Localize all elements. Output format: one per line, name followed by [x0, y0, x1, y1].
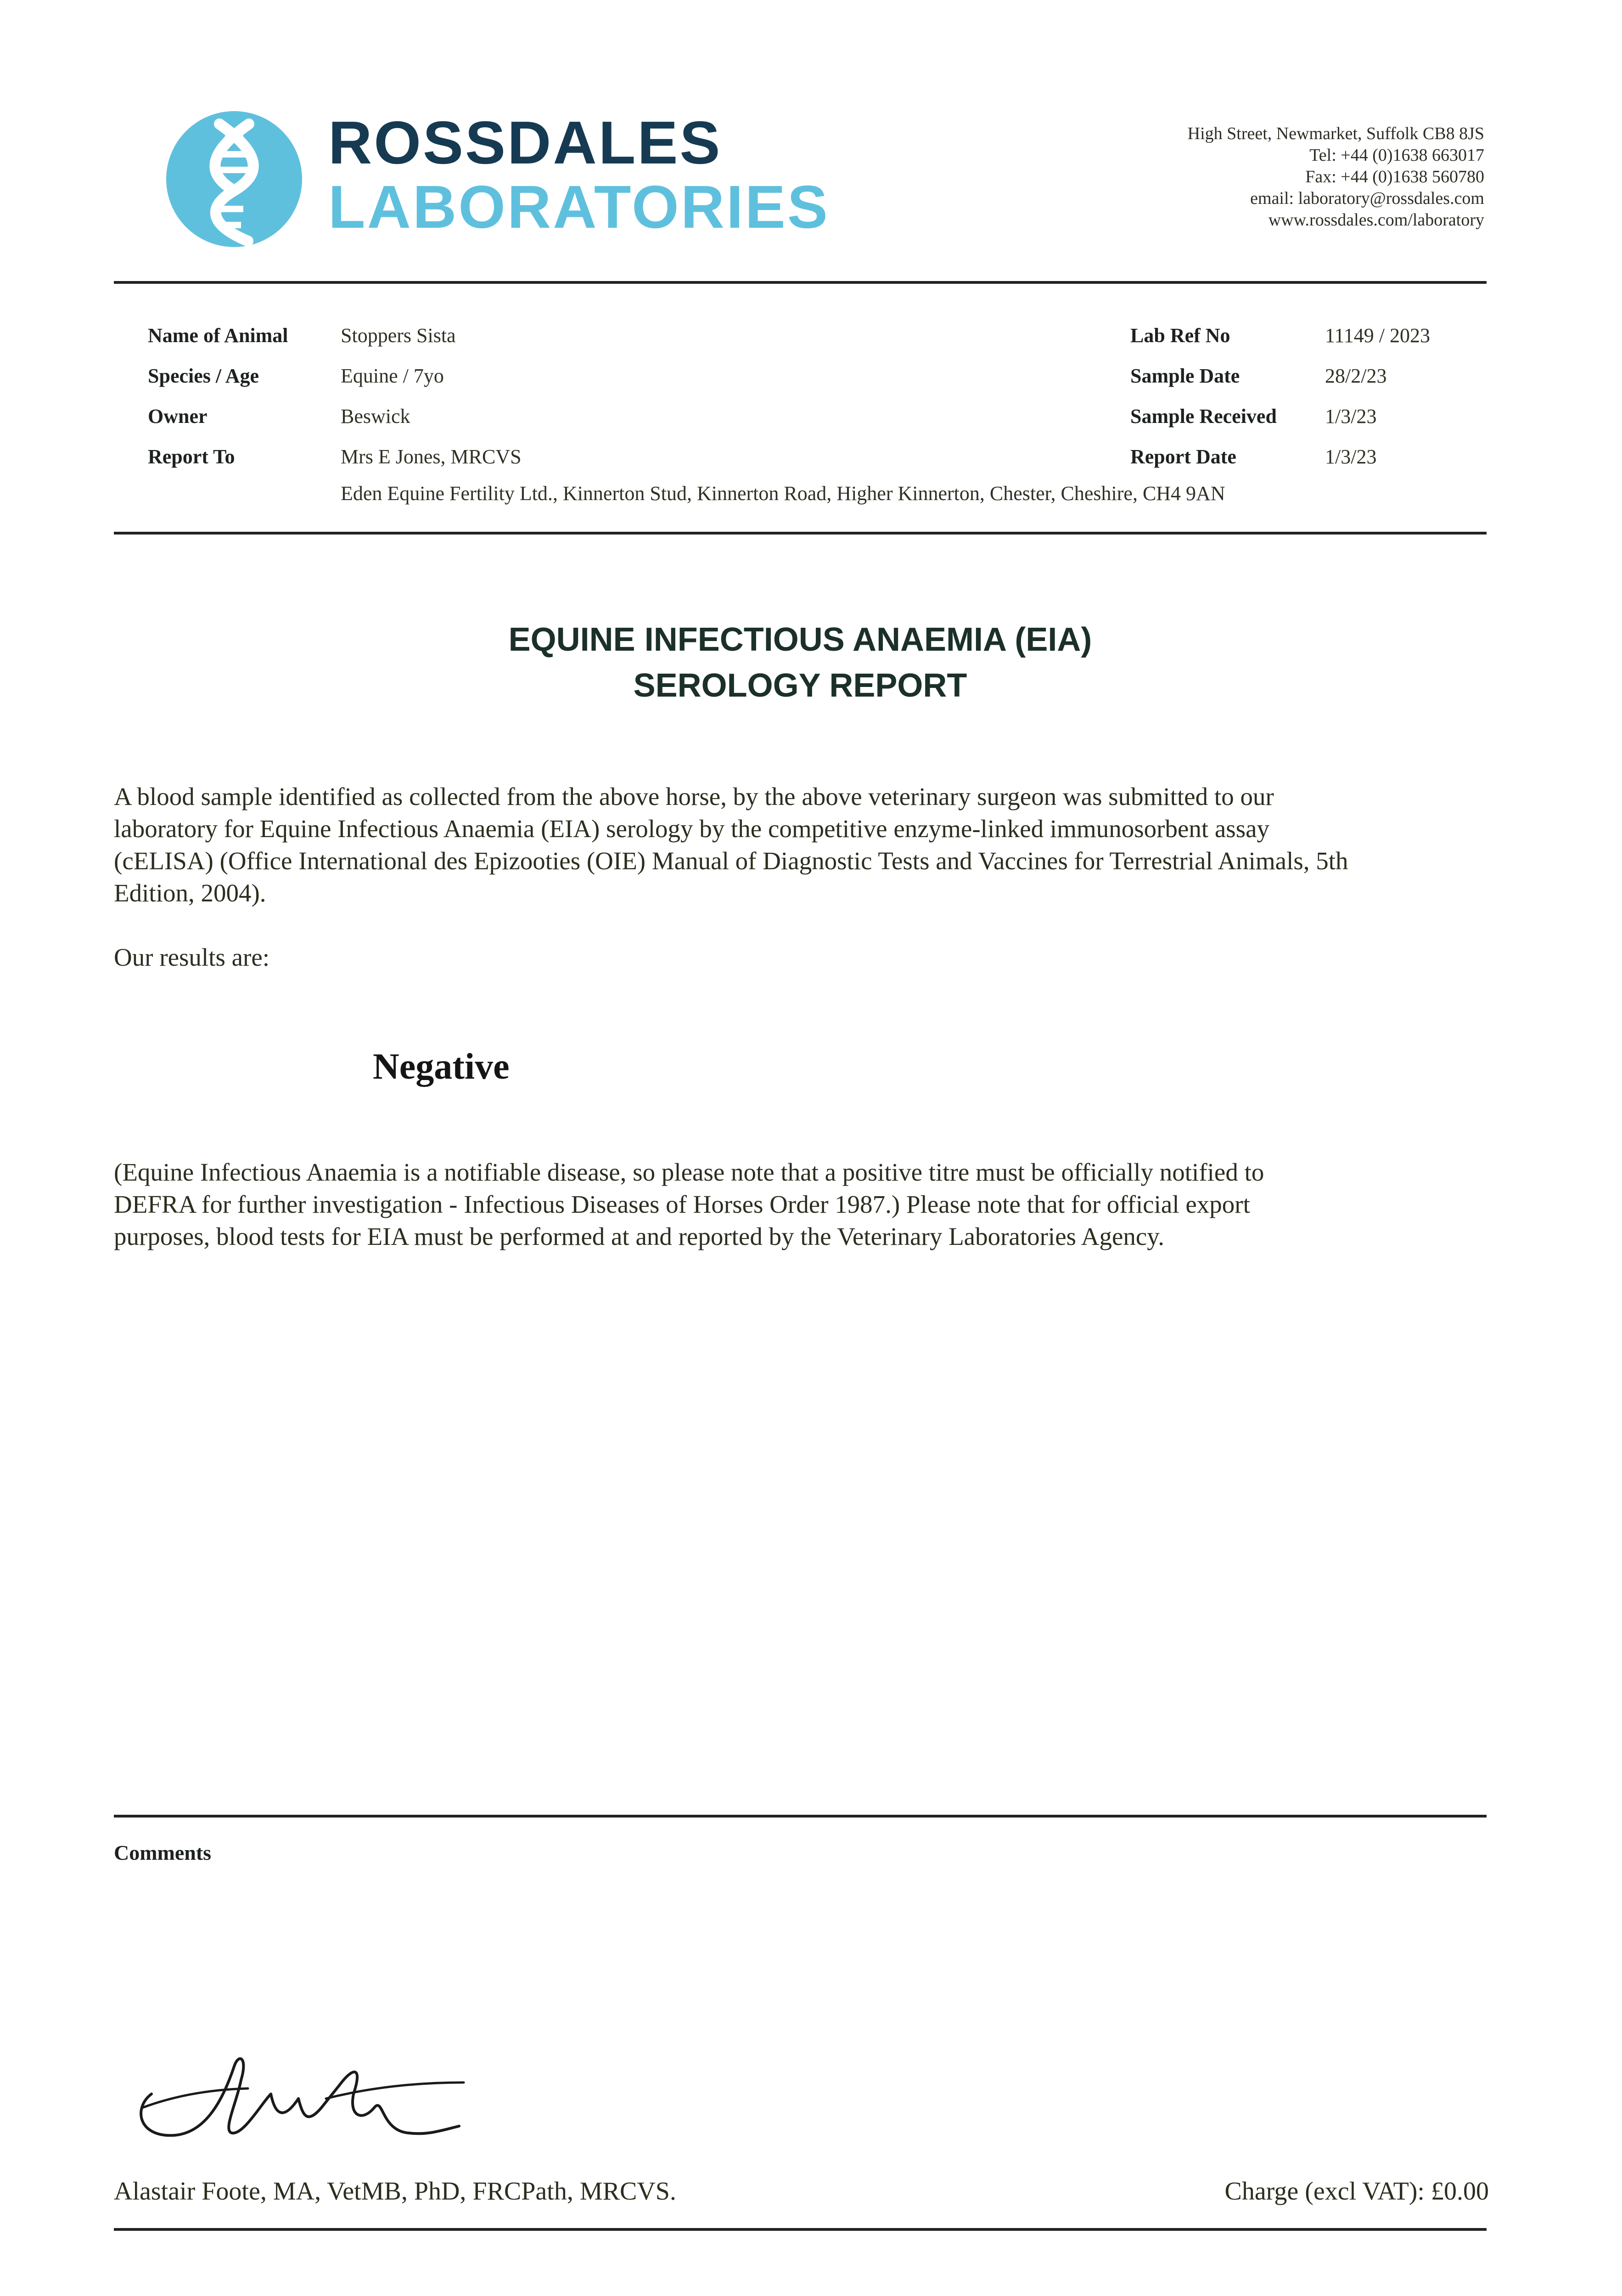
- intro-paragraph: [114, 781, 1491, 909]
- brand-name-line1: ROSSDALES: [328, 109, 722, 176]
- intro-line: Edition, 2004).: [114, 879, 266, 907]
- brand-name-line2: LABORATORIES: [328, 173, 830, 241]
- note-line: purposes, blood tests for EIA must be performed at and reported by the Veterinary Laboratories Agency.: [114, 1222, 1164, 1250]
- report-to-value: Mrs E Jones, MRCVS: [341, 445, 522, 468]
- species-age-label: Species / Age: [148, 365, 259, 387]
- sample-received-value: 1/3/23: [1325, 405, 1377, 428]
- contact-address: High Street, Newmarket, Suffolk CB8 8JS: [1187, 124, 1484, 143]
- sample-date-value: 28/2/23: [1325, 365, 1387, 387]
- note-paragraph: [114, 1156, 1491, 1253]
- header-divider: [114, 281, 1487, 284]
- results-intro: Our results are:: [114, 943, 270, 971]
- contact-fax: Fax: +44 (0)1638 560780: [1305, 167, 1484, 186]
- animal-name-label: Name of Animal: [148, 324, 288, 347]
- sample-received-label: Sample Received: [1130, 405, 1277, 428]
- footer-divider: [114, 2228, 1487, 2231]
- signature-image: [124, 2039, 473, 2158]
- report-title-line1: EQUINE INFECTIOUS ANAEMIA (EIA): [508, 621, 1092, 658]
- owner-label: Owner: [148, 405, 208, 428]
- report-date-label: Report Date: [1130, 445, 1236, 468]
- intro-line: laboratory for Equine Infectious Anaemia (EIA) serology by the competitive enzyme-linked immunosorbent assay: [114, 815, 1270, 843]
- dna-helix-icon: [165, 110, 303, 248]
- report-to-label: Report To: [148, 445, 235, 468]
- info-divider: [114, 532, 1487, 535]
- intro-line: (cELISA) (Office International des Epizooties (OIE) Manual of Diagnostic Tests and Vaccines for Terrestrial Animals, 5th: [114, 847, 1348, 875]
- animal-name-value: Stoppers Sista: [341, 324, 456, 347]
- sample-date-label: Sample Date: [1130, 365, 1240, 387]
- lab-ref-value: 11149 / 2023: [1325, 324, 1430, 347]
- test-result: Negative: [373, 1047, 510, 1087]
- owner-value: Beswick: [341, 405, 410, 428]
- comments-label: Comments: [114, 1841, 212, 1864]
- contact-block: [1188, 123, 1484, 231]
- contact-tel: Tel: +44 (0)1638 663017: [1309, 146, 1484, 165]
- species-age-value: Equine / 7yo: [341, 365, 444, 387]
- charge-text: Charge (excl VAT): £0.00: [1224, 2177, 1489, 2206]
- report-title-line2: SEROLOGY REPORT: [633, 667, 967, 704]
- contact-email: email: laboratory@rossdales.com: [1250, 189, 1484, 208]
- note-line: DEFRA for further investigation - Infectious Diseases of Horses Order 1987.) Please note that for official export: [114, 1190, 1250, 1218]
- comments-divider: [114, 1815, 1487, 1818]
- contact-web: www.rossdales.com/laboratory: [1268, 210, 1484, 230]
- intro-line: A blood sample identified as collected from the above horse, by the above veterinary surgeon was submitted to our: [114, 782, 1274, 810]
- signer-name: Alastair Foote, MA, VetMB, PhD, FRCPath, MRCVS.: [114, 2177, 676, 2206]
- note-line: (Equine Infectious Anaemia is a notifiable disease, so please note that a positive titre must be officially notified to: [114, 1158, 1264, 1186]
- report-date-value: 1/3/23: [1325, 445, 1377, 468]
- lab-ref-label: Lab Ref No: [1130, 324, 1230, 347]
- report-to-address: Eden Equine Fertility Ltd., Kinnerton Stud, Kinnerton Road, Higher Kinnerton, Chester, Cheshire, CH4 9AN: [341, 482, 1225, 505]
